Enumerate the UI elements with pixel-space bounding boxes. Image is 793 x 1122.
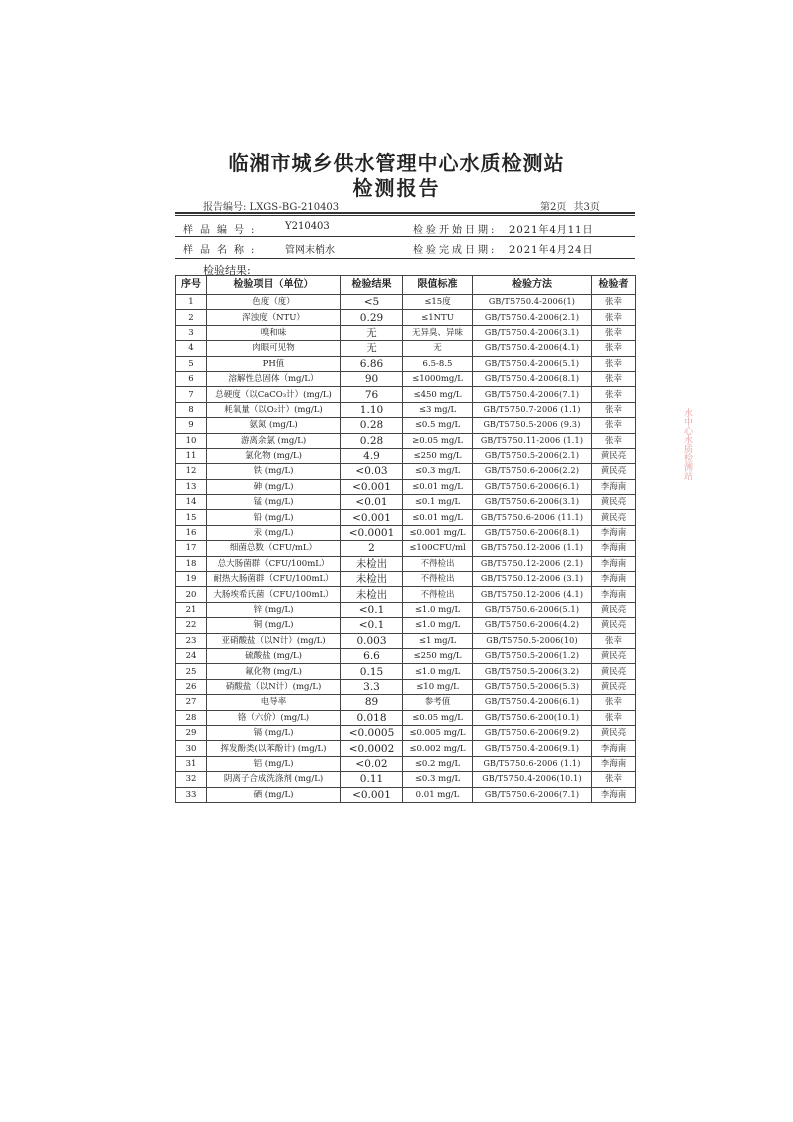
cell-method: GB/T5750.12-2006 (3.1) (473, 572, 592, 587)
cell-method: GB/T5750.6-2006(7.1) (473, 787, 592, 802)
table-row (176, 464, 636, 479)
table-row (176, 310, 636, 325)
cell-index: 1 (176, 295, 207, 310)
cell-limit: 无 (403, 341, 473, 356)
cell-item: 游离余氯 (mg/L) (207, 433, 341, 448)
table-row (176, 479, 636, 494)
cell-method: GB/T5750.6-2006 (1.1) (473, 756, 592, 771)
table-row (176, 772, 636, 787)
cell-limit: ≤250 mg/L (403, 448, 473, 463)
table-row (176, 556, 636, 571)
cell-result: <0.03 (341, 464, 403, 479)
cell-result: <0.001 (341, 510, 403, 525)
cell-item: 铜 (mg/L) (207, 618, 341, 633)
start-date-value: 2021年4月11日 (509, 225, 594, 236)
cell-result: 无 (341, 325, 403, 340)
cell-method: GB/T5750.6-2006(8.1) (473, 525, 592, 540)
cell-limit: ≤0.01 mg/L (403, 479, 473, 494)
cell-result: 未检出 (341, 572, 403, 587)
cell-limit: ≥0.05 mg/L (403, 433, 473, 448)
cell-index: 10 (176, 433, 207, 448)
cell-inspector: 李海南 (592, 572, 636, 587)
cell-inspector: 黄民亮 (592, 725, 636, 740)
sample-name-value: 管网末梢水 (285, 245, 335, 256)
cell-limit: ≤0.2 mg/L (403, 756, 473, 771)
cell-index: 11 (176, 448, 207, 463)
cell-item: 氯化物 (mg/L) (207, 448, 341, 463)
cell-inspector: 李海南 (592, 556, 636, 571)
cell-index: 29 (176, 725, 207, 740)
cell-item: PH值 (207, 356, 341, 371)
cell-method: GB/T5750.5-2006(3.2) (473, 664, 592, 679)
cell-item: 锰 (mg/L) (207, 495, 341, 510)
cell-index: 20 (176, 587, 207, 602)
cell-result: 76 (341, 387, 403, 402)
cell-limit: ≤100CFU/ml (403, 541, 473, 556)
cell-item: 色度（度） (207, 295, 341, 310)
cell-result: <0.0002 (341, 741, 403, 756)
cell-index: 21 (176, 602, 207, 617)
cell-inspector: 张幸 (592, 695, 636, 710)
table-row (176, 356, 636, 371)
cell-limit: ≤1000mg/L (403, 371, 473, 386)
results-label: 检验结果: (203, 264, 251, 277)
cell-result: <0.001 (341, 787, 403, 802)
table-row (176, 725, 636, 740)
cell-index: 3 (176, 325, 207, 340)
cell-inspector: 黄民亮 (592, 495, 636, 510)
cell-item: 大肠埃希氏菌（CFU/100mL） (207, 587, 341, 602)
cell-limit: 不得检出 (403, 556, 473, 571)
cell-method: GB/T5750.4-2006(5.1) (473, 356, 592, 371)
cell-item: 氟化物 (mg/L) (207, 664, 341, 679)
cell-result: 0.003 (341, 633, 403, 648)
document-title: 检测报告 (352, 176, 441, 200)
cell-item: 亚硝酸盐（以N计）(mg/L) (207, 633, 341, 648)
cell-limit: 6.5-8.5 (403, 356, 473, 371)
cell-limit: 0.01 mg/L (403, 787, 473, 802)
cell-method: GB/T5750.5-2006(5.3) (473, 679, 592, 694)
table-row (176, 541, 636, 556)
cell-inspector: 李海南 (592, 541, 636, 556)
cell-result: 0.29 (341, 310, 403, 325)
cell-item: 阴离子合成洗涤剂 (mg/L) (207, 772, 341, 787)
table-row (176, 695, 636, 710)
cell-index: 14 (176, 495, 207, 510)
cell-method: GB/T5750.12-2006 (2.1) (473, 556, 592, 571)
cell-index: 26 (176, 679, 207, 694)
cell-inspector: 张幸 (592, 387, 636, 402)
cell-limit: ≤10 mg/L (403, 679, 473, 694)
cell-result: 0.28 (341, 418, 403, 433)
cell-method: GB/T5750.6-2006(2.2) (473, 464, 592, 479)
table-row (176, 572, 636, 587)
sample-id-label: 样品编号: (183, 225, 262, 236)
cell-limit: ≤1.0 mg/L (403, 618, 473, 633)
cell-method: GB/T5750.6-2006(3.1) (473, 495, 592, 510)
table-row (176, 648, 636, 663)
organization-title: 临湘市城乡供水管理中心水质检测站 (228, 151, 565, 175)
cell-item: 浑浊度（NTU） (207, 310, 341, 325)
cell-result: 3.3 (341, 679, 403, 694)
cell-index: 22 (176, 618, 207, 633)
cell-item: 铬（六价）(mg/L) (207, 710, 341, 725)
cell-index: 12 (176, 464, 207, 479)
cell-method: GB/T5750.4-2006(3.1) (473, 325, 592, 340)
cell-result: 无 (341, 341, 403, 356)
cell-item: 肉眼可见物 (207, 341, 341, 356)
report-number: 报告编号: LXGS-BG-210403 (203, 202, 340, 213)
cell-item: 铁 (mg/L) (207, 464, 341, 479)
cell-index: 30 (176, 741, 207, 756)
cell-item: 溶解性总固体（mg/L） (207, 371, 341, 386)
cell-limit: 不得检出 (403, 587, 473, 602)
cell-index: 27 (176, 695, 207, 710)
header-result: 检验结果 (341, 276, 403, 295)
cell-index: 6 (176, 371, 207, 386)
cell-index: 23 (176, 633, 207, 648)
table-row (176, 448, 636, 463)
cell-inspector: 黄民亮 (592, 602, 636, 617)
start-date-label: 检验开始日期: (413, 225, 498, 236)
cell-index: 33 (176, 787, 207, 802)
cell-inspector: 张幸 (592, 772, 636, 787)
table-row (176, 433, 636, 448)
cell-item: 氨氮 (mg/L) (207, 418, 341, 433)
cell-item: 汞 (mg/L) (207, 525, 341, 540)
sample-id-value: Y210403 (285, 221, 330, 232)
table-row (176, 387, 636, 402)
cell-result: <0.02 (341, 756, 403, 771)
cell-method: GB/T5750.4-2006(7.1) (473, 387, 592, 402)
cell-inspector: 张幸 (592, 295, 636, 310)
cell-result: 90 (341, 371, 403, 386)
cell-limit: ≤0.3 mg/L (403, 464, 473, 479)
cell-method: GB/T5750.5-2006 (9.3) (473, 418, 592, 433)
cell-limit: ≤1.0 mg/L (403, 664, 473, 679)
sample-name-label: 样品名称: (183, 245, 262, 256)
cell-result: 0.018 (341, 710, 403, 725)
cell-index: 8 (176, 402, 207, 417)
cell-item: 耗氧量（以O₂计）(mg/L) (207, 402, 341, 417)
cell-limit: ≤250 mg/L (403, 648, 473, 663)
cell-result: 未检出 (341, 587, 403, 602)
header-method: 检验方法 (473, 276, 592, 295)
cell-item: 铝 (mg/L) (207, 756, 341, 771)
table-row (176, 618, 636, 633)
cell-inspector: 黄民亮 (592, 679, 636, 694)
table-row (176, 787, 636, 802)
cell-index: 19 (176, 572, 207, 587)
cell-result: <0.0005 (341, 725, 403, 740)
cell-index: 13 (176, 479, 207, 494)
cell-method: GB/T5750.6-2006 (11.1) (473, 510, 592, 525)
cell-inspector: 李海南 (592, 587, 636, 602)
cell-item: 铅 (mg/L) (207, 510, 341, 525)
cell-limit: ≤0.5 mg/L (403, 418, 473, 433)
cell-index: 28 (176, 710, 207, 725)
cell-result: <0.1 (341, 602, 403, 617)
header-item: 检验项目（单位） (207, 276, 341, 295)
info-divider-1 (175, 236, 635, 237)
cell-inspector: 张幸 (592, 325, 636, 340)
cell-index: 9 (176, 418, 207, 433)
cell-method: GB/T5750.12-2006 (1.1) (473, 541, 592, 556)
cell-index: 7 (176, 387, 207, 402)
table-row (176, 633, 636, 648)
cell-result: 0.11 (341, 772, 403, 787)
table-row (176, 710, 636, 725)
cell-method: GB/T5750.4-2006(10.1) (473, 772, 592, 787)
cell-index: 24 (176, 648, 207, 663)
cell-method: GB/T5750.4-2006(2.1) (473, 310, 592, 325)
cell-inspector: 张幸 (592, 433, 636, 448)
cell-limit: ≤0.005 mg/L (403, 725, 473, 740)
cell-inspector: 黄民亮 (592, 664, 636, 679)
results-table (175, 275, 636, 803)
cell-inspector: 黄民亮 (592, 618, 636, 633)
cell-item: 硫酸盐 (mg/L) (207, 648, 341, 663)
results-table-body (176, 295, 636, 803)
header-divider-thin (175, 215, 635, 216)
cell-result: 2 (341, 541, 403, 556)
cell-method: GB/T5750.4-2006(4.1) (473, 341, 592, 356)
cell-method: GB/T5750.5-2006(2.1) (473, 448, 592, 463)
cell-result: <0.1 (341, 618, 403, 633)
cell-inspector: 张幸 (592, 710, 636, 725)
cell-limit: ≤0.002 mg/L (403, 741, 473, 756)
cell-item: 总大肠菌群（CFU/100mL） (207, 556, 341, 571)
table-row (176, 525, 636, 540)
cell-limit: ≤1 mg/L (403, 633, 473, 648)
cell-result: 0.28 (341, 433, 403, 448)
table-row (176, 341, 636, 356)
table-header-row (176, 276, 636, 295)
cell-index: 5 (176, 356, 207, 371)
cell-inspector: 张幸 (592, 402, 636, 417)
cell-method: GB/T5750.4-2006(9.1) (473, 741, 592, 756)
cell-limit: 不得检出 (403, 572, 473, 587)
cell-limit: ≤1NTU (403, 310, 473, 325)
cell-result: 6.86 (341, 356, 403, 371)
table-row (176, 495, 636, 510)
cell-inspector: 黄民亮 (592, 648, 636, 663)
cell-result: <0.001 (341, 479, 403, 494)
table-row (176, 371, 636, 386)
cell-inspector: 张幸 (592, 356, 636, 371)
cell-result: <5 (341, 295, 403, 310)
cell-method: GB/T5750.6-2006(5.1) (473, 602, 592, 617)
table-row (176, 510, 636, 525)
cell-inspector: 李海南 (592, 741, 636, 756)
cell-inspector: 张幸 (592, 341, 636, 356)
cell-limit: ≤450 mg/L (403, 387, 473, 402)
cell-result: 89 (341, 695, 403, 710)
cell-limit: 无异臭、异味 (403, 325, 473, 340)
header-index: 序号 (176, 276, 207, 295)
table-row (176, 587, 636, 602)
cell-inspector: 李海南 (592, 787, 636, 802)
cell-index: 25 (176, 664, 207, 679)
table-row (176, 295, 636, 310)
cell-limit: ≤1.0 mg/L (403, 602, 473, 617)
cell-index: 2 (176, 310, 207, 325)
cell-index: 32 (176, 772, 207, 787)
cell-item: 挥发酚类(以苯酚计) (mg/L) (207, 741, 341, 756)
cell-method: GB/T5750.6-2006(9.2) (473, 725, 592, 740)
table-row (176, 418, 636, 433)
cell-limit: ≤0.05 mg/L (403, 710, 473, 725)
stamp-partial: 水中心水质检测站 (682, 408, 692, 480)
cell-limit: 参考值 (403, 695, 473, 710)
cell-result: 6.6 (341, 648, 403, 663)
table-row (176, 664, 636, 679)
sample-info-row-2 (175, 241, 635, 259)
cell-limit: ≤3 mg/L (403, 402, 473, 417)
cell-item: 嗅和味 (207, 325, 341, 340)
table-row (176, 325, 636, 340)
table-row (176, 756, 636, 771)
cell-item: 砷 (mg/L) (207, 479, 341, 494)
cell-limit: ≤15度 (403, 295, 473, 310)
cell-inspector: 黄民亮 (592, 510, 636, 525)
cell-method: GB/T5750.7-2006 (1.1) (473, 402, 592, 417)
cell-inspector: 张幸 (592, 310, 636, 325)
cell-index: 16 (176, 525, 207, 540)
header-limit: 限值标准 (403, 276, 473, 295)
cell-item: 总硬度（以CaCO₃计）(mg/L) (207, 387, 341, 402)
cell-item: 电导率 (207, 695, 341, 710)
cell-method: GB/T5750.6-200(10.1) (473, 710, 592, 725)
table-row (176, 741, 636, 756)
cell-method: GB/T5750.6-2006(4.2) (473, 618, 592, 633)
cell-item: 锌 (mg/L) (207, 602, 341, 617)
info-divider-2 (175, 258, 635, 259)
cell-limit: ≤0.3 mg/L (403, 772, 473, 787)
header-divider-thick (175, 212, 635, 214)
header-inspector: 检验者 (592, 276, 636, 295)
cell-inspector: 黄民亮 (592, 464, 636, 479)
cell-method: GB/T5750.11-2006 (1.1) (473, 433, 592, 448)
cell-item: 细菌总数（CFU/mL） (207, 541, 341, 556)
cell-result: <0.0001 (341, 525, 403, 540)
end-date-label: 检验完成日期: (413, 245, 498, 256)
cell-result: <0.01 (341, 495, 403, 510)
cell-inspector: 黄民亮 (592, 448, 636, 463)
cell-inspector: 李海南 (592, 525, 636, 540)
cell-inspector: 张幸 (592, 418, 636, 433)
cell-item: 镉 (mg/L) (207, 725, 341, 740)
cell-result: 0.15 (341, 664, 403, 679)
cell-method: GB/T5750.4-2006(8.1) (473, 371, 592, 386)
cell-inspector: 李海南 (592, 756, 636, 771)
cell-inspector: 张幸 (592, 371, 636, 386)
cell-result: 4.9 (341, 448, 403, 463)
table-row (176, 602, 636, 617)
cell-item: 硒 (mg/L) (207, 787, 341, 802)
cell-method: GB/T5750.5-2006(1.2) (473, 648, 592, 663)
cell-index: 4 (176, 341, 207, 356)
cell-result: 未检出 (341, 556, 403, 571)
page-number: 第2页 共3页 (540, 202, 600, 213)
cell-item: 耐热大肠菌群（CFU/100mL） (207, 572, 341, 587)
cell-inspector: 张幸 (592, 633, 636, 648)
cell-limit: ≤0.001 mg/L (403, 525, 473, 540)
cell-index: 31 (176, 756, 207, 771)
cell-limit: ≤0.1 mg/L (403, 495, 473, 510)
end-date-value: 2021年4月24日 (509, 245, 594, 256)
cell-index: 15 (176, 510, 207, 525)
cell-index: 17 (176, 541, 207, 556)
cell-limit: ≤0.01 mg/L (403, 510, 473, 525)
cell-index: 18 (176, 556, 207, 571)
cell-result: 1.10 (341, 402, 403, 417)
cell-method: GB/T5750.6-2006(6.1) (473, 479, 592, 494)
table-row (176, 679, 636, 694)
cell-method: GB/T5750.4-2006(1) (473, 295, 592, 310)
table-row (176, 402, 636, 417)
cell-method: GB/T5750.12-2006 (4.1) (473, 587, 592, 602)
cell-item: 硝酸盐（以N计）(mg/L) (207, 679, 341, 694)
cell-inspector: 李海南 (592, 479, 636, 494)
cell-method: GB/T5750.5-2006(10) (473, 633, 592, 648)
cell-method: GB/T5750.4-2006(6.1) (473, 695, 592, 710)
